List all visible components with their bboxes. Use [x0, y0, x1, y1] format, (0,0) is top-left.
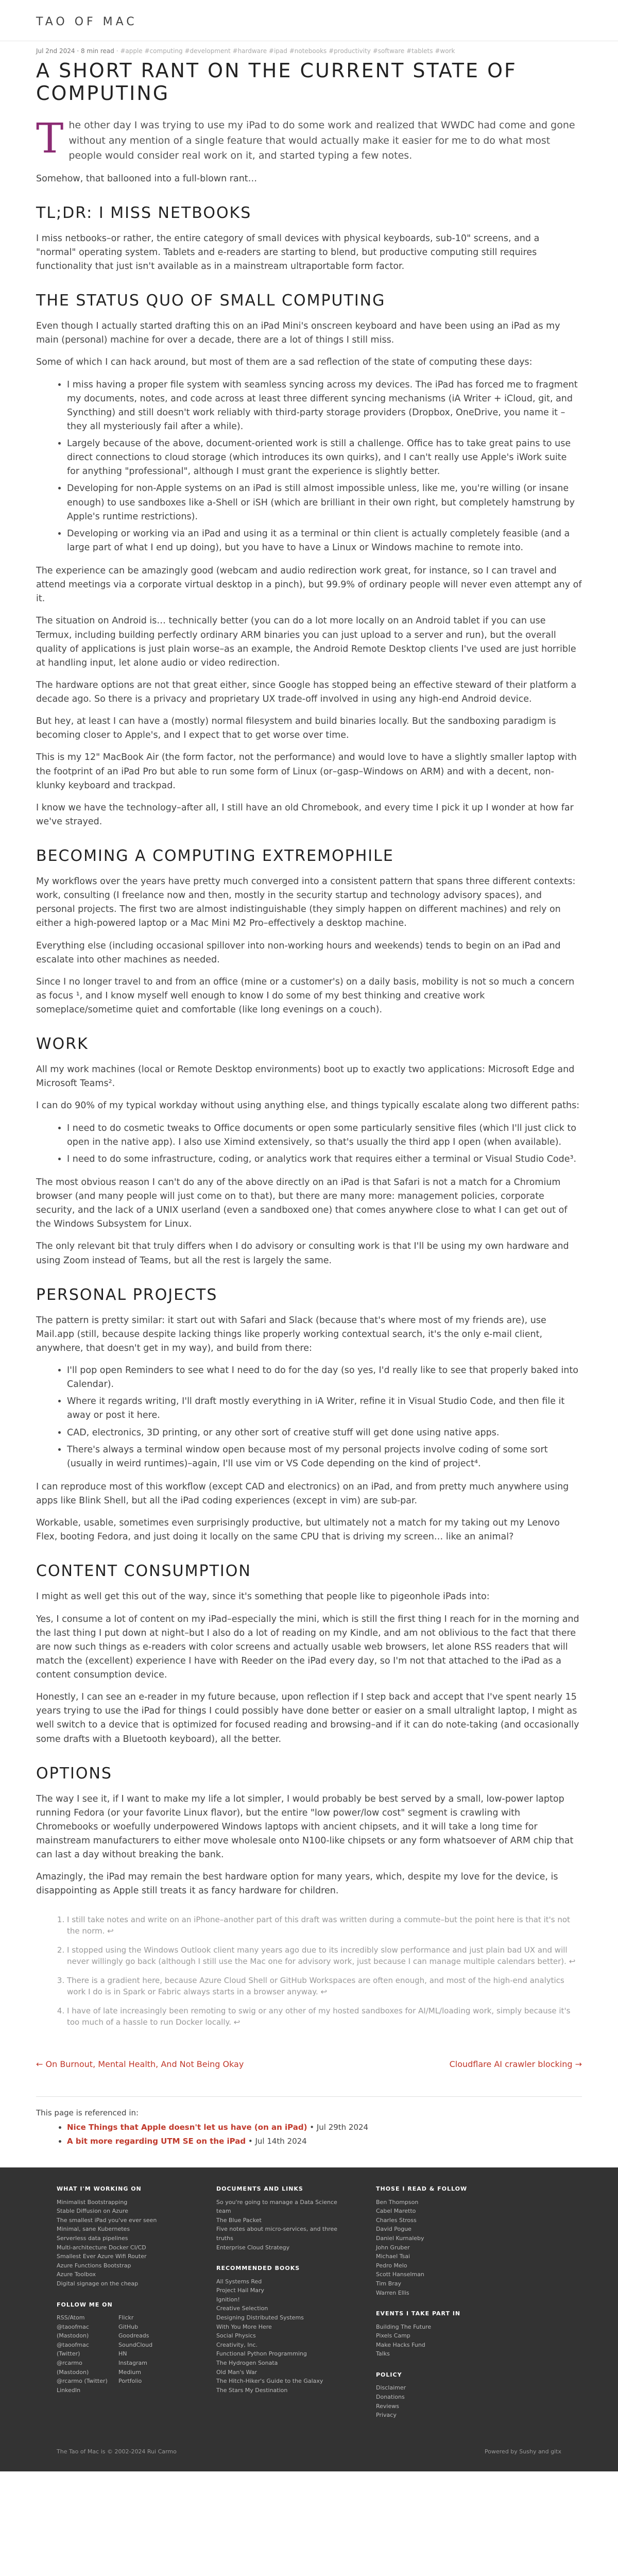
footer-link[interactable]: Creative Selection — [216, 2305, 268, 2312]
footer-link[interactable]: Privacy — [376, 2412, 397, 2419]
footer-link[interactable]: Minimal, sane Kubernetes — [57, 2226, 130, 2233]
list-item: • I'll pop open Reminders to see what I need to do for the day (so yes, I'd really like to see that properly baked into Calendar). — [67, 1364, 582, 1392]
footer-link[interactable]: Disclaimer — [376, 2384, 406, 2392]
paragraph: This is my 12" MacBook Air (the form factor, not the performance) and would love to have a slightly smaller laptop with the footprint of an iPad Pro but able to run some form of Linux (or–gasp–Windows on ARM) and with a decent, non-klunky keyboard and trackpad. — [36, 752, 577, 791]
heading-status-quo: THE STATUS QUO OF SMALL COMPUTING — [36, 292, 386, 310]
footnote: 1. I still take notes and write on an iPhone–another part of this draft was written during a commute–but the point here is that it's not the norm. ↩ — [67, 1914, 582, 1937]
list-item: • Developing for non-Apple systems on an iPad is still almost impossible unless, like me, you're willing (or insane enough) to use sandboxes like a-Shell or iSH (which are brilliant in their own right, but completely hamstrung by Apple's runtime restrictions). — [67, 482, 582, 523]
footer-heading: THOSE I READ & FOLLOW — [376, 2185, 468, 2193]
paragraph: The situation on Android is… technically better (you can do a lot more locally on an Android tablet if you can use Termux, including building perfectly ordinary ARM binaries you can just upload to a server and run), but the overall quality of applications is just plain worse–as an example, the Android Remote Desktop clients I've used are just horrible at handling input, let alone audio or video redirection. — [36, 616, 576, 668]
footer-link[interactable]: @taoofmac — [57, 2341, 89, 2348]
footer-link[interactable]: LinkedIn — [57, 2386, 81, 2394]
footer-heading: DOCUMENTS AND LINKS — [216, 2185, 303, 2193]
list-item: • Largely because of the above, document-oriented work is still a challenge. Office has to take great pains to use direct connections to cloud storage (which introduces its own quirks), and I can't really use Apple's iWork suite for anything "professional", although I must grant the experience is slightly better. — [67, 437, 582, 479]
status-list — [36, 378, 582, 555]
footnotes — [36, 1914, 582, 2028]
next-post-link[interactable]: Cloudflare AI crawler blocking → — [449, 2059, 582, 2069]
paragraph: The way I see it, if I want to make my life a lot simpler, I would probably be best served by a small, low-power laptop running Fedora (or your favorite Linux flavor), but the entire "low power/low cost" segment is crawling with Chromebooks or woefully underpowered Windows laptops with ancient chipsets, and it will take a long time for mainstream manufacturers to either move wholesale onto N100-like chipsets or any form whatsoever of ARM chip that can last a day without breaking the bank. — [36, 1793, 574, 1860]
footer-link[interactable]: Ignition! — [216, 2296, 240, 2303]
footer-link[interactable]: Charles Stross — [376, 2216, 417, 2224]
footer-link[interactable]: John Gruber — [376, 2244, 410, 2251]
lead-paragraph: The other day I was trying to use my iPad to do some work and realized that WWDC had come and gone without any mention of a single feature that would actually make it easier for me to do what most people would consider real work on it, and started typing a few notes. — [36, 114, 575, 163]
heading-extremophile: BECOMING A COMPUTING EXTREMOPHILE — [36, 847, 394, 866]
drop-cap: T — [36, 114, 64, 163]
footer-link[interactable]: Enterprise Cloud Strategy — [216, 2244, 290, 2251]
footer-heading: FOLLOW ME ON — [57, 2301, 113, 2308]
footer-link[interactable]: Medium — [118, 2368, 141, 2376]
post-date: Jul 2nd 2024 · 8 min read — [36, 47, 114, 55]
footer-link[interactable]: So you're going to manage a Data Science team — [216, 2198, 337, 2215]
footer-link[interactable]: The Hitch-Hiker's Guide to the Galaxy — [216, 2378, 323, 2385]
list-item: • There's always a terminal window open because most of my personal projects involve coding of some sort (usually in weird runtimes)–again, I'll use vim or VS Code depending on the kind of project⁴. — [67, 1443, 582, 1471]
footer-link[interactable]: Pixels Camp — [376, 2332, 410, 2340]
footer-link[interactable]: Ben Thompson — [376, 2198, 419, 2206]
work-list — [36, 1122, 582, 1166]
copyright-bar — [0, 2432, 618, 2456]
footer-link[interactable]: David Pogue — [376, 2226, 411, 2233]
article — [36, 41, 582, 2147]
footer-link[interactable]: @rcarmo (Twitter) — [57, 2378, 108, 2385]
footer-link[interactable]: Make Hacks Fund — [376, 2341, 425, 2348]
footer-link[interactable]: Building The Future — [376, 2323, 432, 2330]
footnote: 3. There is a gradient here, because Azure Cloud Shell or GitHub Workspaces are often enough, and most of the high-end analytics work I do is in Spark or Fabric always starts in a browser anyway. ↩ — [67, 1975, 582, 1998]
footer-link[interactable]: All Systems Red — [216, 2278, 262, 2285]
site-footer — [0, 2167, 618, 2471]
heading-tldr: TL;DR: I MISS NETBOOKS — [36, 204, 252, 222]
footer-link[interactable]: Project Hail Mary — [216, 2287, 265, 2294]
post-navigation — [36, 2039, 582, 2091]
paragraph: My workflows over the years have pretty much converged into a consistent pattern that spans three different contexts: work, consulting (I freelance now and then, mostly in the security startup and technology advisory spaces), and personal projects. The first two are almost indistinguishable (they simply happen on different machines) and rely on either a high-powered laptop or a Mac Mini M2 Pro–effectively a desktop machine. — [36, 876, 576, 929]
paragraph: I can do 90% of my typical workday without using anything else, and things typically escalate along two different paths: — [36, 1100, 580, 1111]
footer-link[interactable]: Designing Distributed Systems — [216, 2314, 304, 2321]
footer-link[interactable]: Creativity, Inc. — [216, 2341, 258, 2348]
footer-link[interactable]: Smallest Ever Azure Wifi Router — [57, 2253, 147, 2260]
footer-link[interactable]: Pedro Melo — [376, 2262, 407, 2269]
paragraph: The only relevant bit that truly differs when I do advisory or consulting work is that I'll be using my own hardware and using Zoom instead of Teams, but all the rest is largely the same. — [36, 1241, 569, 1266]
footer-link[interactable]: SoundCloud — [118, 2341, 153, 2348]
footer-link[interactable]: With You More Here — [216, 2323, 272, 2330]
footer-link[interactable]: Minimalist Bootstrapping — [57, 2198, 128, 2206]
ballooned-paragraph: Somehow, that ballooned into a full-blown rant… — [36, 173, 258, 184]
paragraph: I might as well get this out of the way, since it's something that people like to pigeonhole iPads into: — [36, 1591, 490, 1602]
post-tags[interactable]: · #apple #computing #development #hardware #ipad #notebooks #productivity #software #tablets #work — [116, 47, 455, 55]
footer-link[interactable]: Donations — [376, 2394, 405, 2401]
footer-link[interactable]: Goodreads — [118, 2332, 149, 2340]
footer-link[interactable]: Social Physics — [216, 2332, 256, 2340]
footer-link[interactable]: @taoofmac — [57, 2323, 89, 2330]
referenced-in-label: This page is referenced in: — [36, 2108, 139, 2117]
post-title: A SHORT RANT ON THE CURRENT STATE OF COMPUTING — [36, 59, 517, 105]
paragraph: Amazingly, the iPad may remain the best hardware option for many years, which, despite my love for the device, is disappointing as Apple still treats it as fancy hardware for children. — [36, 1872, 558, 1896]
footer-link[interactable]: Daniel Kurnaleby — [376, 2234, 424, 2242]
footer-link[interactable]: Digital signage on the cheap — [57, 2280, 139, 2287]
site-header — [0, 0, 618, 41]
footer-link[interactable]: (Twitter) — [57, 2350, 80, 2358]
paragraph: Honestly, I can see an e-reader in my future because, upon reflection if I step back and accept that I've spent nearly 15 years trying to use the iPad for things I could possibly have done better or easier on a small ultralight laptop, I might as well switch to a device that is optimized for focused reading and browsing–and if it can do note-taking (and occasionally some drafts with a Bluetooth keyboard), all the better. — [36, 1692, 579, 1744]
paragraph: But hey, at least I can have a (mostly) normal filesystem and build binaries locally. But the sandboxing paradigm is becoming closer to Apple's, and I expect that to get worse over time. — [36, 716, 556, 741]
footer-link[interactable]: Multi-architecture Docker CI/CD — [57, 2244, 146, 2251]
footer-heading: RECOMMENDED BOOKS — [216, 2265, 300, 2272]
footer-link[interactable]: HN — [118, 2350, 127, 2358]
list-item: • I need to do cosmetic tweaks to Office documents or open some particularly sensitive files (which I'll just click to open in the native app). I also use Ximind extensively, so that's usually the third app I open (when available). — [67, 1122, 582, 1149]
paragraph: Since I no longer travel to and from an office (mine or a customer's) on a daily basis, mobility is not so much a concern as focus ¹, and I know myself well enough to know I do some of my best thinking and creative work someplace/sometime quiet and comfortable (like long evenings on a couch). — [36, 976, 575, 1015]
footer-link[interactable]: Azure Toolbox — [57, 2271, 96, 2278]
divider — [36, 2096, 582, 2097]
footer-link[interactable]: GitHub — [118, 2323, 139, 2330]
footer-link[interactable]: Instagram — [118, 2359, 147, 2366]
reference-link[interactable]: A bit more regarding UTM SE on the iPad — [67, 2136, 246, 2146]
footer-link[interactable]: Scott Hanselman — [376, 2271, 424, 2278]
heading-options: OPTIONS — [36, 1764, 112, 1783]
footer-link[interactable]: Old Man's War — [216, 2368, 258, 2376]
footer-link[interactable]: Talks — [376, 2350, 390, 2358]
site-title-link[interactable]: TAO OF MAC — [36, 15, 138, 28]
footer-link[interactable]: Serverless data pipelines — [57, 2234, 128, 2242]
reference-item: • Nice Things that Apple doesn't let us have (on an iPad) • Jul 29th 2024 — [67, 2122, 582, 2133]
footer-link[interactable]: Flickr — [118, 2314, 134, 2321]
footer-link[interactable]: Reviews — [376, 2402, 399, 2410]
footer-column — [216, 2185, 345, 2432]
list-item: • CAD, electronics, 3D printing, or any other sort of creative stuff will get done using native apps. — [67, 1426, 582, 1440]
footer-link[interactable]: Functional Python Programming — [216, 2350, 307, 2358]
list-item: • Where it regards writing, I'll draft mostly everything in iA Writer, refine it in Visual Studio Code, and then file it away or post it here. — [67, 1395, 582, 1422]
footer-link[interactable]: Stable Diffusion on Azure — [57, 2208, 128, 2215]
footer-heading: WHAT I'M WORKING ON — [57, 2185, 142, 2193]
footer-link[interactable]: The Hydrogen Sonata — [216, 2359, 278, 2366]
footer-link[interactable]: Tim Bray — [376, 2280, 401, 2287]
personal-list — [36, 1364, 582, 1471]
footnote: 4. I have of late increasingly been remoting to swig or any other of my hosted sandboxes for AI/ML/loading work, simply because it's too much of a hassle to run Docker locally. ↩ — [67, 2005, 582, 2028]
paragraph: All my work machines (local or Remote Desktop environments) boot up to exactly two applications: Microsoft Edge and Microsoft Teams². — [36, 1064, 575, 1089]
paragraph: The pattern is pretty similar: it start out with Safari and Slack (because that's where most of my friends are), use Mail.app (still, because despite lacking things like properly working contextual search, it's the only e-mail client, anywhere, that doesn't get in my way), and build from there: — [36, 1315, 546, 1353]
heading-work: WORK — [36, 1035, 89, 1054]
footer-link[interactable]: The Stars My Destination — [216, 2386, 288, 2394]
paragraph: I can reproduce most of this workflow (except CAD and electronics) on an iPad, and from pretty much anywhere using apps like Blink Shell, but all the iPad coding experiences (except in vim) are sub-par. — [36, 1481, 569, 1506]
footer-column — [57, 2185, 185, 2432]
footer-column — [376, 2185, 505, 2432]
paragraph: Some of which I can hack around, but most of them are a sad reflection of the state of computing these days: — [36, 357, 533, 368]
referenced-in — [36, 2107, 582, 2147]
heading-personal-projects: PERSONAL PROJECTS — [36, 1285, 218, 1304]
list-item: • I miss having a proper file system with seamless syncing across my devices. The iPad has forced me to fragment my documents, notes, and code across at least three different syncing mechanisms (iA Writer + iCloud, git, and Syncthing) and still doesn't work reliably with third-party storage providers (Dropbox, OneDrive, you name it – they all mysteriously fail after a while). — [67, 378, 582, 434]
footer-link[interactable]: The Blue Packet — [216, 2216, 262, 2224]
footer-link[interactable]: (Mastodon) — [57, 2368, 89, 2376]
footer-link[interactable]: Azure Functions Bootstrap — [57, 2262, 131, 2269]
paragraph: Workable, usable, sometimes even surprisingly productive, but ultimately not a match for my taking out my Lenovo Flex, booting Fedora, and just doing it locally on the same CPU that is driving my screen… like an animal? — [36, 1518, 560, 1543]
footer-link[interactable]: Warren Ellis — [376, 2289, 409, 2296]
footer-link[interactable]: Five notes about micro-services, and three truths — [216, 2226, 338, 2242]
list-item: • I need to do some infrastructure, coding, or analytics work that requires either a terminal or Visual Studio Code³. — [67, 1153, 582, 1166]
paragraph: The experience can be amazingly good (webcam and audio redirection work great, for instance, so I can travel and attend meetings via a corporate virtual desktop in a pinch), but 99.9% of ordinary people will never even attempt any of it. — [36, 566, 582, 604]
heading-content-consumption: CONTENT CONSUMPTION — [36, 1562, 251, 1581]
paragraph: I miss netbooks–or rather, the entire category of small devices with physical keyboards, sub-10" screens, and a "normal" operating system. Tablets and e-readers are starting to blend, but productive computing still requires functionality that just isn't available as in a mainstream ultraportable form factor. — [36, 233, 540, 272]
paragraph: Even though I actually started drafting this on an iPad Mini's onscreen keyboard and have been using an iPad as my main (personal) machine for over a decade, there are a lot of things I still miss. — [36, 321, 560, 346]
footer-link[interactable]: Michael Tsai — [376, 2253, 410, 2260]
footnote: 2. I stopped using the Windows Outlook client many years ago due to its incredibly slow performance and just plain bad UX and will never willingly go back (although I still use the Mac one for advisory work, just because I can manage multiple calendars better). ↩ — [67, 1944, 582, 1968]
paragraph: I know we have the technology–after all, I still have an old Chromebook, and every time I pick it up I wonder at how far we've strayed. — [36, 802, 574, 827]
list-item: • Developing or working via an iPad and using it as a terminal or thin client is actually completely feasible (and a large part of what I end up doing), but you have to have a Linux or Windows machine to remote into. — [67, 527, 582, 555]
footer-link[interactable]: @rcarmo — [57, 2359, 82, 2366]
footer-link[interactable]: The smallest iPad you've ever seen — [57, 2216, 157, 2224]
footer-link[interactable]: Portfolio — [118, 2378, 142, 2385]
footer-link[interactable]: (Mastodon) — [57, 2332, 89, 2340]
paragraph: The most obvious reason I can't do any of the above directly on an iPad is that Safari is not a match for a Chromium browser (and many people will just come on to that), but there are many more: management policies, corporate security, and the lack of a UNIX userland (even a sandboxed one) that comes anywhere close to what I can get out of the Windows Subsystem for Linux. — [36, 1177, 568, 1230]
paragraph: Yes, I consume a lot of content on my iPad–especially the mini, which is still the first thing I reach for in the morning and the last thing I put down at night–but I also do a lot of reading on my Kindle, and am not oblivious to the fact that there are now such things as e-readers with color screens and actually usable web browsers, let alone RSS readers that will match the (excellent) experience I have with Reeder on the iPad every day, so I'm not that attached to the iPad as a content consumption device. — [36, 1614, 579, 1681]
powered-by-text: Powered by Sushy and gitx — [485, 2448, 561, 2455]
paragraph: The hardware options are not that great either, since Google has stopped being an effective steward of their platform a decade ago. So there is a privacy and proprietary UX trade-off involved in using any high-end Android device. — [36, 680, 577, 705]
previous-post-link[interactable]: ← On Burnout, Mental Health, And Not Being Okay — [36, 2059, 244, 2069]
footer-heading: EVENTS I TAKE PART IN — [376, 2310, 461, 2317]
footer-link[interactable]: Cabel Maretto — [376, 2208, 416, 2215]
reference-link[interactable]: Nice Things that Apple doesn't let us have (on an iPad) — [67, 2123, 307, 2132]
reference-item: • A bit more regarding UTM SE on the iPad • Jul 14th 2024 — [67, 2136, 582, 2147]
copyright-text: The Tao of Mac is © 2002-2024 Rui Carmo — [57, 2448, 177, 2455]
post-meta — [36, 41, 582, 56]
paragraph: Everything else (including occasional spillover into non-working hours and weekends) tends to begin on an iPad and escalate into other machines as needed. — [36, 940, 561, 965]
footer-link[interactable]: RSS/Atom — [57, 2314, 85, 2321]
footer-heading: POLICY — [376, 2371, 402, 2378]
